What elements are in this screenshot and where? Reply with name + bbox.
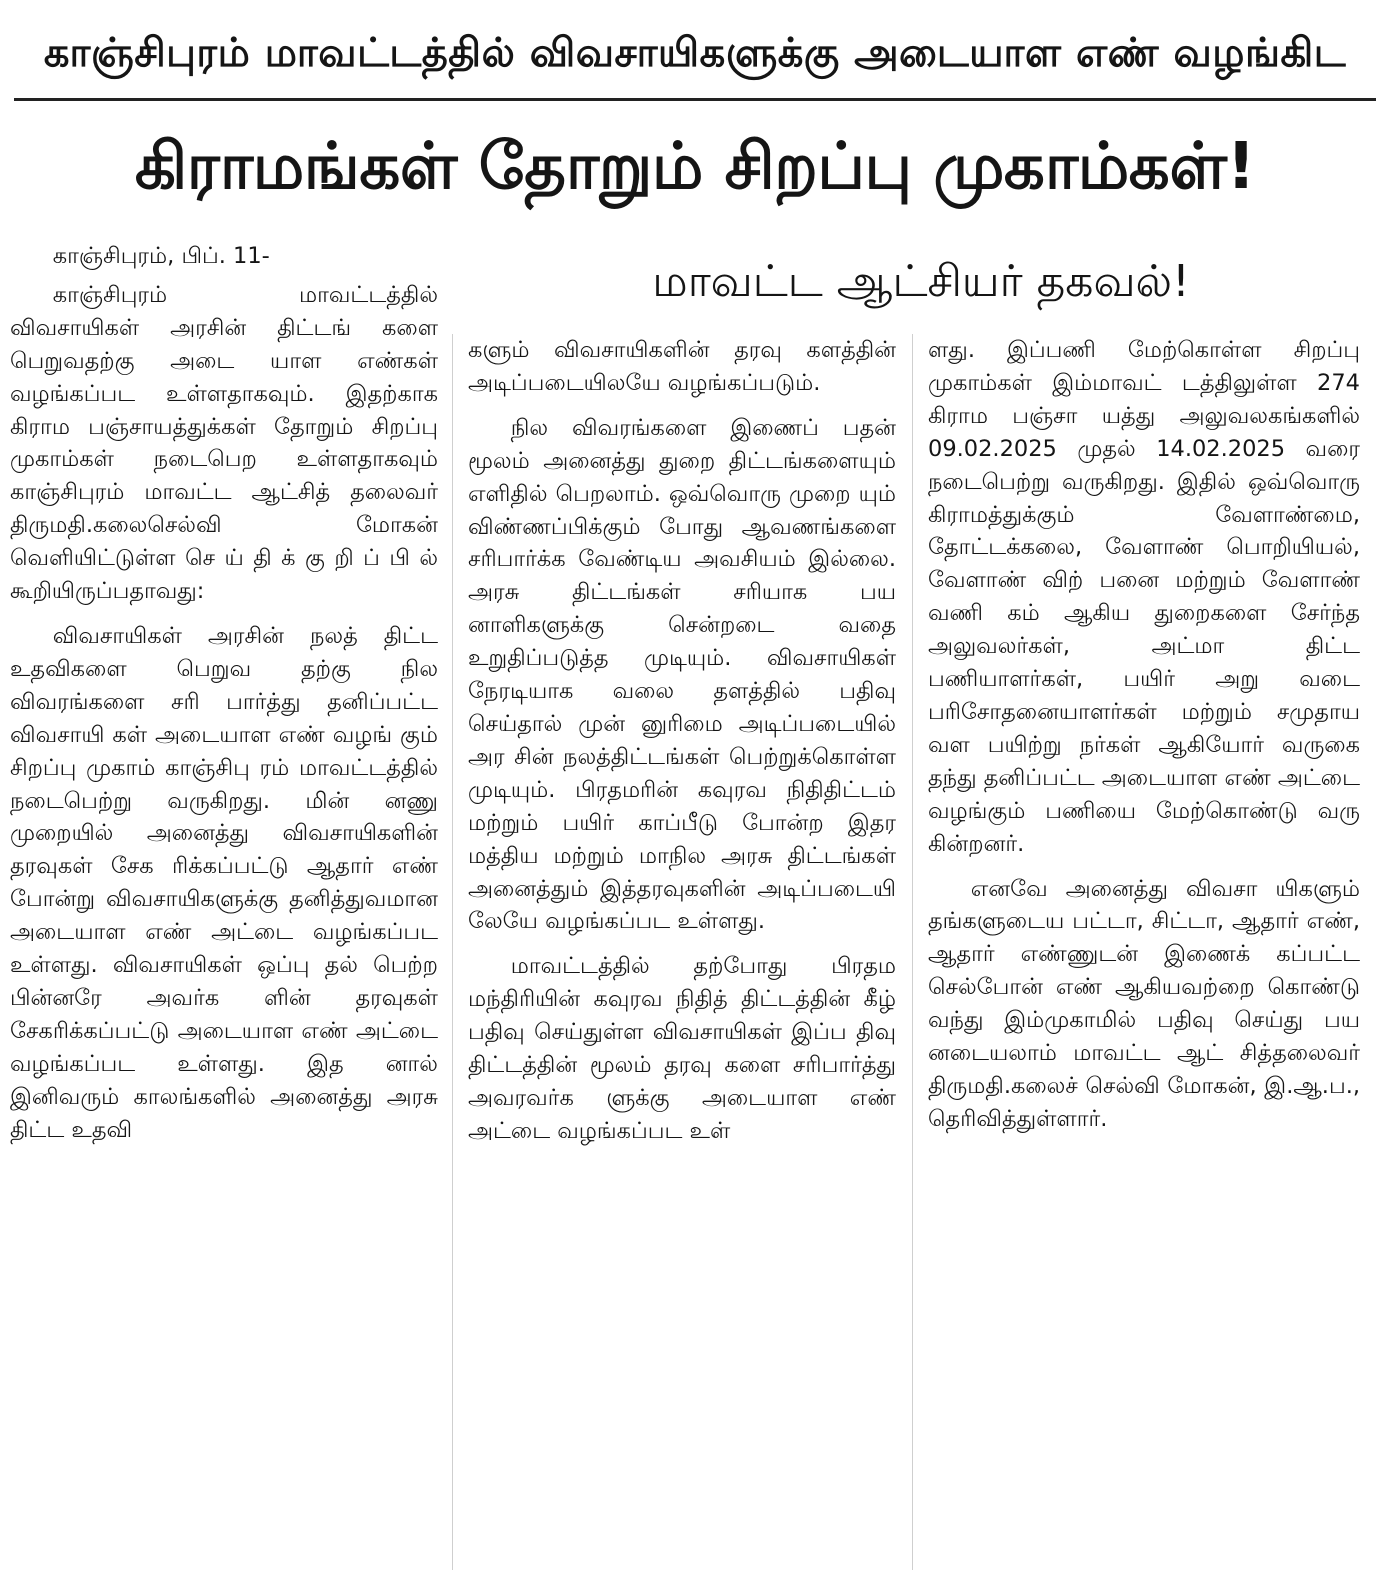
paragraph: ளது. இப்பணி மேற்கொள்ள சிறப்பு முகாம்கள் இம்மாவட் டத்திலுள்ள 274 கிராம பஞ்சா யத்து அலுவலகங்களில் 09.02.2025 முதல் 14.02.2025 வரை நடைபெற்று வருகிறது. இதில் ஒவ்வொரு கிராமத்துக்கும் வேளாண்மை, தோட்டக்கலை, வேளாண் பொறியியல், வேளாண் விற் பனை மற்றும் வேளாண் வணி கம் ஆகிய துறைகளை சேர்ந்த அலுவலர்கள், அட்மா திட்ட பணியாளர்கள், பயிர் அறு வடை பரிசோதனையாளர்கள் மற்றும் சமுதாய வள பயிற்று நர்கள் ஆகியோர் வருகை தந்து தனிப்பட்ட அடையாள எண் அட்டை வழங்கும் பணியை மேற்கொண்டு வரு கின்றனர். [928,337,1360,857]
paragraph: எனவே அனைத்து விவசா யிகளும் தங்களுடைய பட்டா, சிட்டா, ஆதார் எண், ஆதார் எண்ணுடன் இணைக் கப்பட்ட செல்போன் எண் ஆகியவற்றை கொண்டு வந்து இம்முகாமில் பதிவு செய்து பய னடையலாம் மாவட்ட ஆட் சித்தலைவர் திருமதி.கலைச் செல்வி மோகன், இ.ஆ.ப., தெரிவித்துள்ளார். [928,875,1360,1132]
sub-headline: மாவட்ட ஆட்சியர் தகவல்! [652,256,1190,307]
main-headline: கிராமங்கள் தோறும் சிறப்பு முகாம்கள்! [134,130,1256,204]
article-column-1 [10,240,438,1575]
dateline: காஞ்சிபுரம், பிப். 11- [52,243,270,269]
paragraph: மாவட்டத்தில் தற்போது பிரதம மந்திரியின் கவுரவ நிதித் திட்டத்தின் கீழ் பதிவு செய்துள்ள விவசாயிகள் இப்ப திவு திட்டத்தின் மூலம் தரவு களை சரிபார்த்து அவரவர்க ளுக்கு அடையாள எண் அட்டை வழங்கப்பட உள் [468,953,896,1144]
column-divider [912,334,913,1570]
column-divider [452,334,453,1570]
paragraph: களும் விவசாயிகளின் தரவு களத்தின் அடிப்படையிலயே வழங்கப்படும். [468,337,896,396]
headline-divider [14,98,1376,101]
kicker-headline: காஞ்சிபுரம் மாவட்டத்தில் விவசாயிகளுக்கு அடையாள எண் வழங்கிட [43,30,1347,76]
article-column-3 [928,334,1360,1574]
paragraph: காஞ்சிபுரம் மாவட்டத்தில் விவசாயிகள் அரசின் திட்டங் களை பெறுவதற்கு அடை யாள எண்கள் வழங்கப்பட உள்ளதாகவும். இதற்காக கிராம பஞ்சாயத்துக்கள் தோறும் சிறப்பு முகாம்கள் நடைபெற உள்ளதாகவும் காஞ்சிபுரம் மாவட்ட ஆட்சித் தலைவர் திருமதி.கலைசெல்வி மோகன் வெளியிட்டுள்ள செ ய் தி க் கு றி ப் பி ல் கூறியிருப்பதாவது: [10,281,438,605]
article-column-2 [468,334,896,1574]
paragraph: நில விவரங்களை இணைப் பதன் மூலம் அனைத்து துறை திட்டங்களையும் எளிதில் பெறலாம். ஒவ்வொரு முறை யும் விண்ணப்பிக்கும் போது ஆவணங்களை சரிபார்க்க வேண்டிய அவசியம் இல்லை. அரசு திட்டங்கள் சரியாக பய னாளிகளுக்கு சென்றடை வதை உறுதிப்படுத்த முடியும். விவசாயிகள் நேரடியாக வலை தளத்தில் பதிவு செய்தால் முன் னுரிமை அடிப்படையில் அர சின் நலத்திட்டங்கள் பெற்றுக்கொள்ள முடியும். பிரதமரின் கவுரவ நிதிதிட்டம் மற்றும் பயிர் காப்பீடு போன்ற இதர மத்திய மற்றும் மாநில அரசு திட்டங்கள் அனைத்தும் இத்தரவுகளின் அடிப்படையி லேயே வழங்கப்பட உள்ளது. [468,414,896,935]
paragraph: விவசாயிகள் அரசின் நலத் திட்ட உதவிகளை பெறுவ தற்கு நில விவரங்களை சரி பார்த்து தனிப்பட்ட விவசாயி கள் அடையாள எண் வழங் கும் சிறப்பு முகாம் காஞ்சிபு ரம் மாவட்டத்தில் நடைபெற்று வருகிறது. மின் னணு முறையில் அனைத்து விவசாயிகளின் தரவுகள் சேக ரிக்கப்பட்டு ஆதார் எண் போன்று விவசாயிகளுக்கு தனித்துவமான அடையாள எண் அட்டை வழங்கப்பட உள்ளது. விவசாயிகள் ஒப்பு தல் பெற்ற பின்னரே அவர்க ளின் தரவுகள் சேகரிக்கப்பட்டு அடையாள எண் அட்டை வழங்கப்பட உள்ளது. இத னால் இனிவரும் காலங்களில் அனைத்து அரசு திட்ட உதவி [10,622,438,1143]
